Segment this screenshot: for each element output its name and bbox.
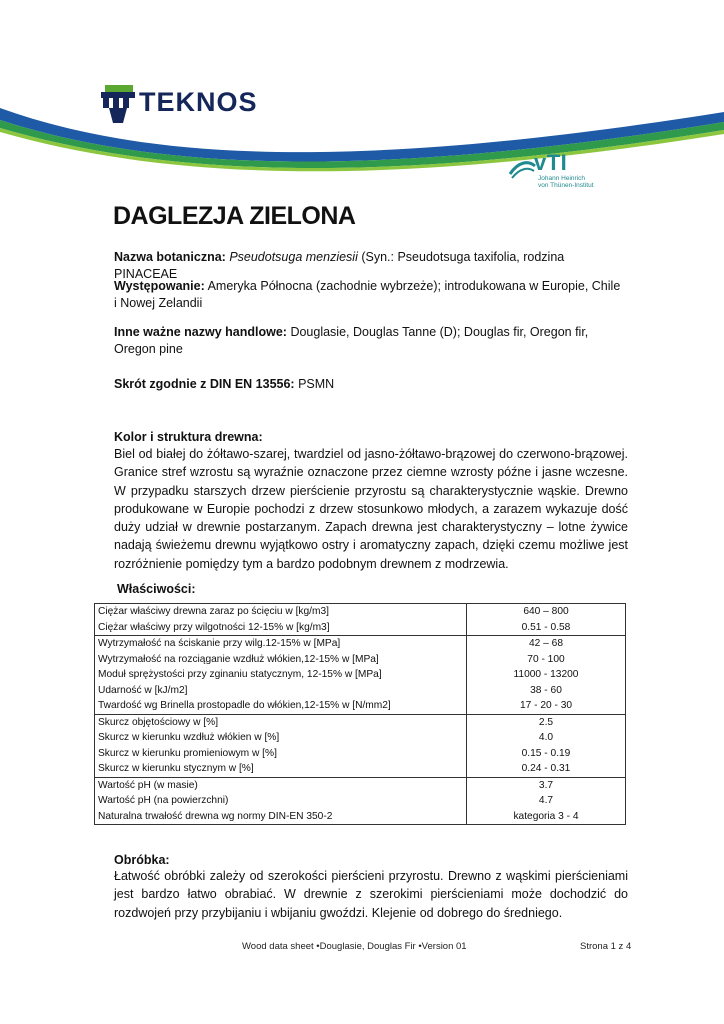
- property-label: Skurcz objętościowy w [%]: [95, 714, 467, 730]
- table-row: [95, 777, 626, 793]
- property-value: kategoria 3 - 4: [467, 809, 626, 825]
- property-value: 4.0: [467, 730, 626, 746]
- property-label: Ciężar właściwy drewna zaraz po ścięciu w [kg/m3]: [95, 604, 467, 620]
- property-value: 2.5: [467, 714, 626, 730]
- property-value: 0.15 - 0.19: [467, 746, 626, 762]
- color-structure-title: Kolor i struktura drewna:: [114, 430, 263, 444]
- table-row: [95, 620, 626, 636]
- property-label: Twardość wg Brinella prostopadle do włókien,12-15% w [N/mm2]: [95, 698, 467, 714]
- property-value: 17 - 20 - 30: [467, 698, 626, 714]
- vti-name: vTI: [534, 150, 568, 175]
- occurrence-label: Występowanie:: [114, 279, 205, 293]
- property-label: Wartość pH (na powierzchni): [95, 793, 467, 809]
- table-row: [95, 683, 626, 699]
- occurrence-field: [114, 278, 624, 312]
- footer-document-info: Wood data sheet •Douglasie, Douglas Fir •Version 01: [242, 941, 467, 952]
- paint-brush-icon: [99, 83, 137, 127]
- botanical-rest: (Syn.: Pseudotsuga taxifolia, rodzina PINACEAE: [114, 250, 565, 281]
- properties-table: [94, 603, 626, 825]
- table-row: [95, 698, 626, 714]
- property-value: 0.51 - 0.58: [467, 620, 626, 636]
- abbreviation-label: Skrót zgodnie z DIN EN 13556:: [114, 377, 295, 391]
- property-label: Skurcz w kierunku promieniowym w [%]: [95, 746, 467, 762]
- table-row: [95, 652, 626, 668]
- property-value: 4.7: [467, 793, 626, 809]
- property-label: Skurcz w kierunku wzdłuż włókien w [%]: [95, 730, 467, 746]
- occurrence-value: Ameryka Północna (zachodnie wybrzeże); introdukowana w Europie, Chile i Nowej Zelandii: [114, 279, 621, 310]
- property-label: Wytrzymałość na rozciąganie wzdłuż włókien,12-15% w [MPa]: [95, 652, 467, 668]
- table-row: [95, 793, 626, 809]
- trade-names-field: [114, 324, 624, 358]
- property-value: 3.7: [467, 777, 626, 793]
- table-row: [95, 636, 626, 652]
- property-label: Udarność w [kJ/m2]: [95, 683, 467, 699]
- property-value: 42 – 68: [467, 636, 626, 652]
- abbreviation-value: PSMN: [298, 377, 335, 391]
- trade-names-label: Inne ważne nazwy handlowe:: [114, 325, 287, 339]
- botanical-label: Nazwa botaniczna:: [114, 250, 226, 264]
- processing-text: Łatwość obróbki zależy od szerokości pierścieni przyrostu. Drewno z wąskimi pierścieniami jest bardzo łatwo obrabiać. W drewnie z szerokimi pierścieniami może dochodzić do rozdwojeń przy przybijaniu i wbijaniu gwoździ. Klejenie od dobrego do średniego.: [114, 869, 628, 920]
- property-label: Wartość pH (w masie): [95, 777, 467, 793]
- table-row: [95, 667, 626, 683]
- properties-title: Właściwości:: [117, 582, 196, 596]
- vti-logo: [508, 150, 618, 190]
- page-header: [0, 0, 724, 200]
- processing-title: Obróbka:: [114, 853, 170, 867]
- property-value: 640 – 800: [467, 604, 626, 620]
- property-label: Skurcz w kierunku stycznym w [%]: [95, 761, 467, 777]
- trade-names-value: Douglasie, Douglas Tanne (D); Douglas fir, Oregon fir, Oregon pine: [114, 325, 589, 356]
- table-row: [95, 604, 626, 620]
- table-row: [95, 746, 626, 762]
- brand-name: TEKNOS: [139, 87, 258, 117]
- page-title: DAGLEZJA ZIELONA: [113, 202, 356, 230]
- abbreviation-field: [114, 376, 624, 393]
- property-label: Wytrzymałość na ściskanie przy wilg.12-15% w [MPa]: [95, 636, 467, 652]
- color-structure-heading: [114, 429, 624, 446]
- property-value: 70 - 100: [467, 652, 626, 668]
- footer-page-number: Strona 1 z 4: [580, 941, 632, 952]
- table-row: [95, 809, 626, 825]
- table-row: [95, 761, 626, 777]
- property-value: 11000 - 13200: [467, 667, 626, 683]
- teknos-logo: [99, 83, 269, 127]
- property-label: Naturalna trwałość drewna wg normy DIN-EN 350-2: [95, 809, 467, 825]
- property-value: 0.24 - 0.31: [467, 761, 626, 777]
- vti-subtitle: Johann Heinrich von Thünen-Institut: [538, 175, 594, 189]
- property-label: Ciężar właściwy przy wilgotności 12-15% w [kg/m3]: [95, 620, 467, 636]
- botanical-name: Pseudotsuga menziesii: [229, 250, 358, 264]
- table-row: [95, 714, 626, 730]
- property-label: Moduł sprężystości przy zginaniu statycznym, 12-15% w [MPa]: [95, 667, 467, 683]
- color-structure-text: Biel od białej do żółtawo-szarej, twardziel od jasno-żółtawo-brązowej do czerwono-brązowej. Granice stref wzrostu są wyraźnie oznaczone przez ciemne wzrosty późne i jasne wczesne. W przypadku starszych drzew pierścienie przyrostu są charakterystycznie wąskie. Drewno produkowane w Europie pochodzi z drzew stosunkowo młodych, a zarazem wykazuje dość duży udział w drewnie postarzanym. Zapach drewna jest charakterystyczny – lotne żywice nadają świeżemu drewnu wyjątkowo ostry i aromatyczny zapach, dzięki czemu możliwe jest rozróżnienie pomiędzy tym a bardzo podobnym drewnem z modrzewia.: [114, 447, 628, 571]
- property-value: 38 - 60: [467, 683, 626, 699]
- vti-emblem-icon: [508, 154, 536, 180]
- table-row: [95, 730, 626, 746]
